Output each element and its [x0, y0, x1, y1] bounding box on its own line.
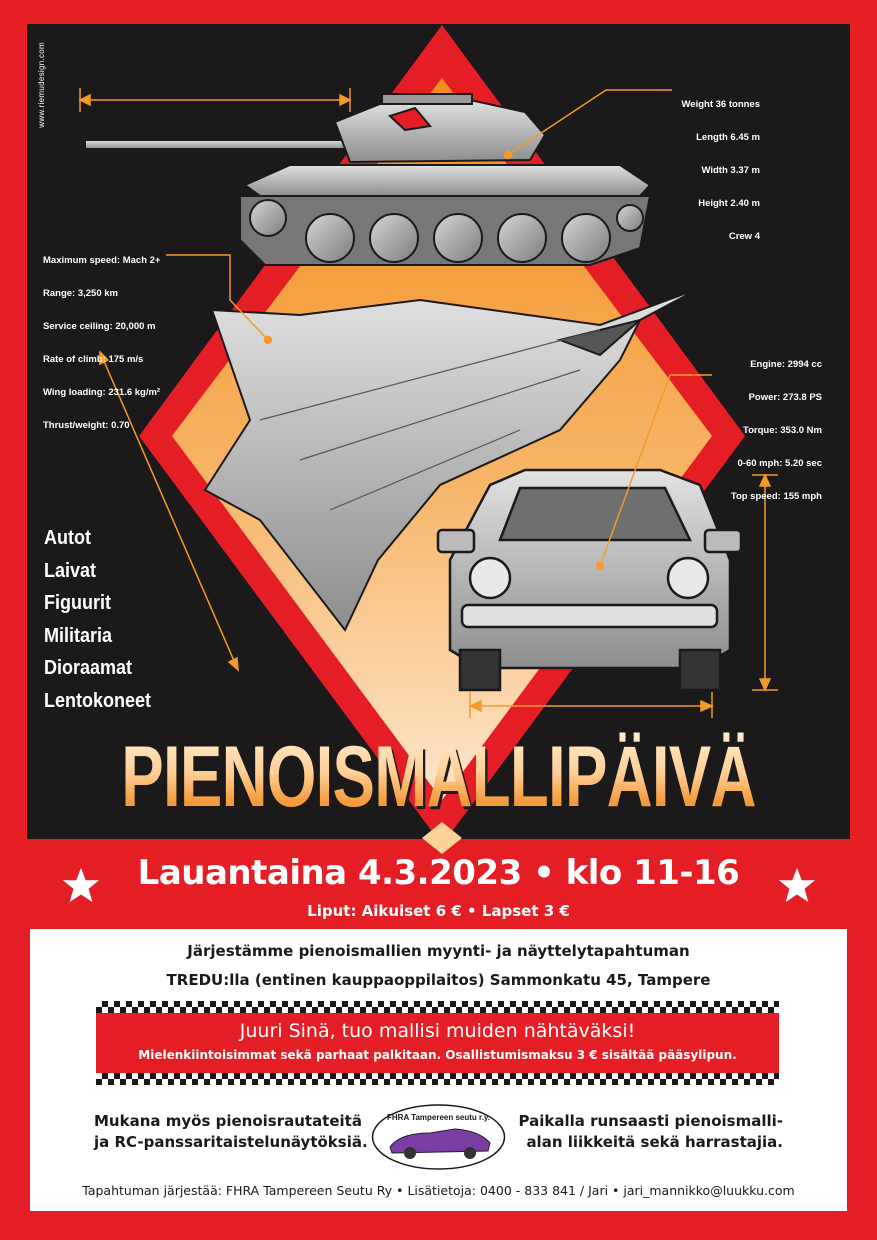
jet-spec: Maximum speed: Mach 2+ [43, 255, 161, 266]
car-spec: 0-60 mph: 5.20 sec [737, 458, 822, 469]
left-note [94, 1111, 368, 1153]
car-spec: Torque: 353.0 Nm [742, 425, 822, 436]
tank-spec: Weight 36 tonnes [681, 99, 760, 110]
svg-text:FHRA Tampereen seutu r.y.: FHRA Tampereen seutu r.y. [387, 1113, 490, 1122]
checker-strip [96, 1001, 779, 1013]
checker-strip [96, 1073, 779, 1085]
category-list [44, 522, 163, 717]
car-specs [731, 337, 822, 524]
category-item: Figuurit [44, 592, 111, 614]
tank-specs [682, 77, 760, 264]
callout-sub: Mielenkiintoisimmat sekä parhaat palkitaan. Osallistumismaksu 3 € sisältää pääsylipun. [138, 1048, 737, 1062]
right-note-line: Paikalla runsaasti pienoismalli- [518, 1112, 783, 1130]
ticket-prices: Liput: Aikuiset 6 € • Lapset 3 € [307, 902, 570, 920]
tank-spec: Height 2.40 m [698, 198, 760, 209]
tank-spec: Length 6.45 m [696, 132, 760, 143]
fhra-logo [370, 1103, 507, 1171]
jet-spec: Service ceiling: 20,000 m [43, 321, 156, 332]
info-line-2: TREDU:lla (entinen kauppaoppilaitos) Sammonkatu 45, Tampere [166, 971, 711, 989]
poster-title: PIENOISMALLIPÄIVÄ [114, 728, 763, 827]
info-line-1: Järjestämme pienoismallien myynti- ja näyttelytapahtuman [187, 942, 690, 960]
jet-spec: Range: 3,250 km [43, 288, 118, 299]
tank-illustration [85, 94, 650, 265]
category-item: Militaria [44, 624, 113, 647]
info-panel [30, 929, 847, 1211]
car-illustration [438, 470, 741, 690]
callout-main: Juuri Sinä, tuo mallisi muiden nähtäväksi! [239, 1020, 636, 1042]
category-item: Dioraamat [44, 657, 133, 679]
category-item: Lentokoneet [44, 689, 152, 712]
jet-spec: Thrust/weight: 0.70 [43, 420, 130, 431]
left-note-line: Mukana myös pienoisrautateitä [94, 1112, 362, 1130]
callout-banner [96, 1013, 779, 1073]
event-date: Lauantaina 4.3.2023 • klo 11-16 [137, 853, 740, 893]
left-note-line: ja RC-panssaritaistelunäytöksiä. [94, 1133, 368, 1151]
organizer-footer: Tapahtuman järjestää: FHRA Tampereen Seutu Ry • Lisätietoja: 0400 - 833 841 / Jari • jari_mannikko@luukku.com [82, 1183, 795, 1198]
car-spec: Power: 273.8 PS [748, 392, 822, 403]
car-spec: Engine: 2994 cc [750, 359, 822, 370]
car-spec: Top speed: 155 mph [730, 491, 822, 502]
jet-specs [43, 233, 160, 453]
site-credit[interactable]: www.riemudesign.com [37, 42, 46, 128]
right-note-line: alan liikkeitä sekä harrastajia. [526, 1133, 783, 1151]
jet-spec: Rate of climb: 175 m/s [43, 354, 144, 365]
tank-spec: Width 3.37 m [701, 165, 760, 176]
category-item: Laivat [44, 559, 97, 582]
tank-spec: Crew 4 [728, 231, 760, 242]
category-item: Autot [44, 527, 91, 549]
jet-spec: Wing loading: 231.6 kg/m² [43, 387, 161, 398]
right-note [519, 1111, 783, 1153]
